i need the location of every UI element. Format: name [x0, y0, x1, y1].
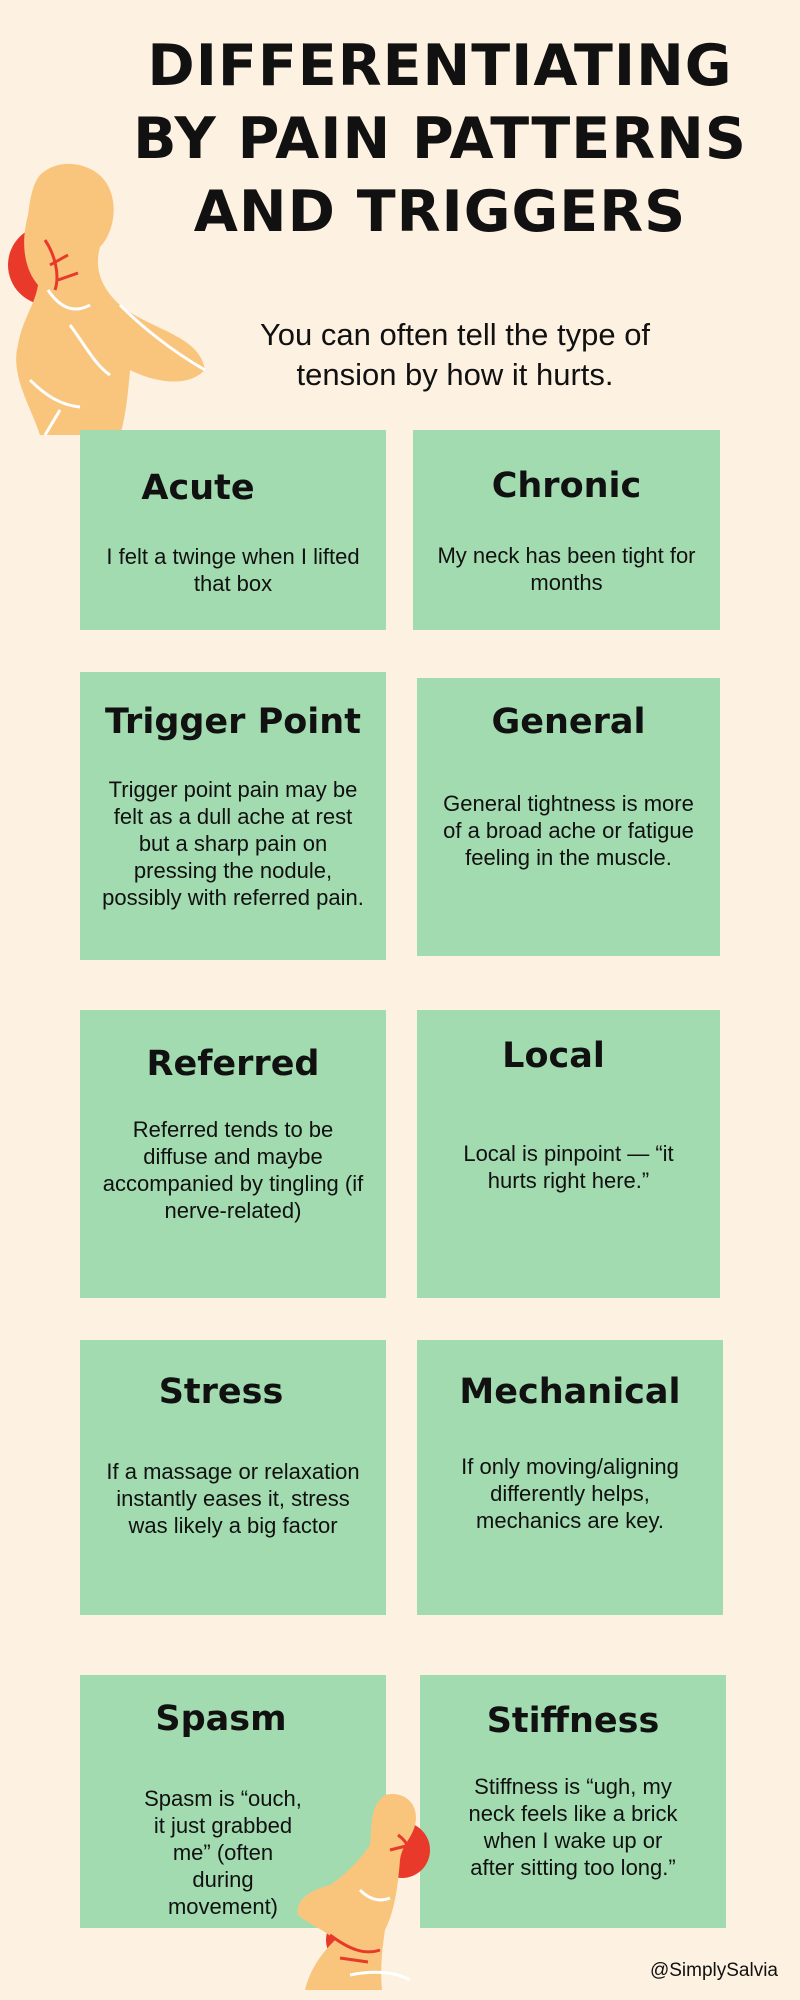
- card-title: Stiffness: [486, 1701, 660, 1741]
- author-handle: @SimplySalvia: [649, 1960, 778, 1981]
- card-description: If only moving/aligning differently helps, mechanics are key.: [461, 1454, 679, 1533]
- card-description: Spasm is “ouch, it just grabbed me” (often during movement): [144, 1786, 302, 1919]
- card-description: I felt a twinge when I lifted that box: [106, 544, 360, 596]
- card-description: Trigger point pain may be felt as a dull ache at rest but a sharp pain on pressing the nodule, possibly with referred pain.: [102, 777, 364, 910]
- subtitle-line-1: You can often tell the type of: [259, 317, 651, 352]
- card-title: Referred: [146, 1044, 320, 1084]
- subtitle-line-2: tension by how it hurts.: [296, 357, 614, 392]
- card-description: If a massage or relaxation instantly eases it, stress was likely a big factor: [106, 1459, 360, 1538]
- card-description: Stiffness is “ugh, my neck feels like a brick when I wake up or after sitting too long.”: [468, 1774, 678, 1880]
- card-description: Local is pinpoint — “it hurts right here.”: [463, 1141, 674, 1193]
- card-title: Acute: [141, 468, 255, 508]
- card-description: General tightness is more of a broad ache or fatigue feeling in the muscle.: [443, 791, 694, 870]
- woman-back-pain-illustration: [290, 1790, 470, 1990]
- card-title: Spasm: [155, 1699, 287, 1739]
- title-line-2: BY PAIN PATTERNS: [133, 106, 747, 172]
- card-title: Chronic: [491, 466, 642, 506]
- card-mechanical: [417, 1340, 723, 1615]
- card-description: Referred tends to be diffuse and maybe accompanied by tingling (if nerve-related): [102, 1117, 364, 1223]
- card-description: My neck has been tight for months: [437, 543, 696, 595]
- card-referred: [80, 1010, 386, 1298]
- card-local: [417, 1010, 720, 1298]
- card-acute: [80, 430, 386, 630]
- card-title: Stress: [158, 1372, 284, 1412]
- page-title: [100, 30, 780, 249]
- card-title: Mechanical: [459, 1372, 681, 1412]
- card-title: Trigger Point: [105, 702, 361, 742]
- card-trigger-point: [80, 672, 386, 960]
- page-subtitle: [215, 315, 695, 395]
- card-general: [417, 678, 720, 956]
- card-stress: [80, 1340, 386, 1615]
- card-title: Local: [502, 1036, 605, 1076]
- title-line-3: AND TRIGGERS: [193, 179, 687, 245]
- card-title: General: [491, 702, 646, 742]
- title-line-1: DIFFERENTIATING: [147, 33, 733, 99]
- card-chronic: [413, 430, 720, 630]
